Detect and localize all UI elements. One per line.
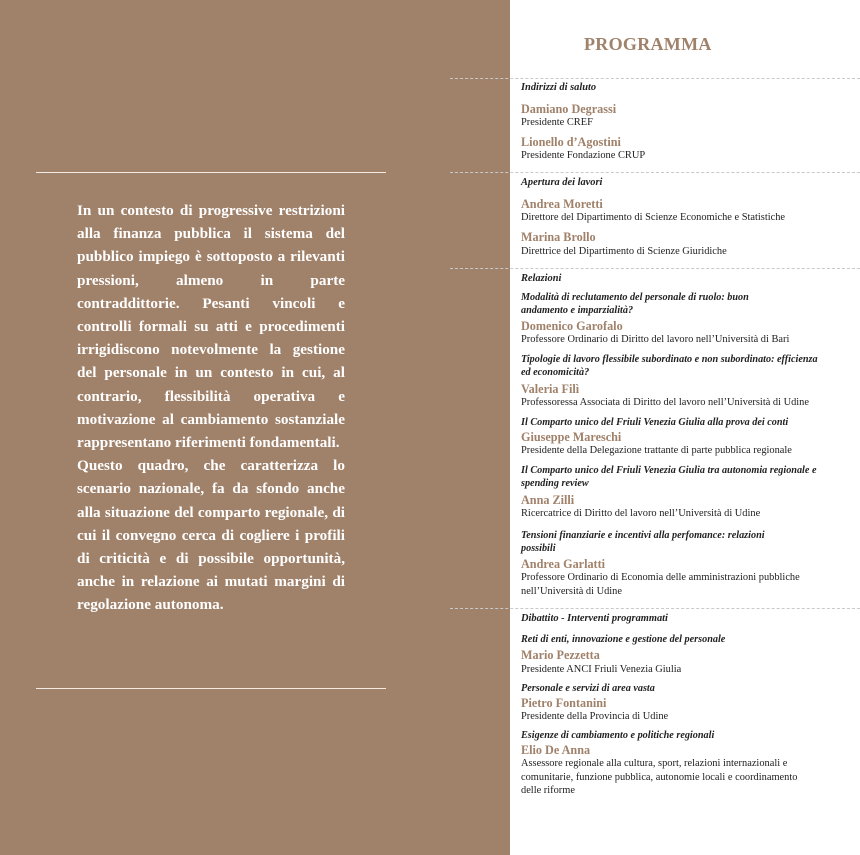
speaker-name: Mario Pezzetta (521, 648, 600, 662)
intro-text (77, 199, 345, 617)
intro-paragraph-2: Questo quadro, che caratterizza lo scenario nazionale, fa da sfondo anche alla situazione del comparto regionale, di cui il convegno cerca di cogliere i profili di criticità e di possibile opportunità, anche in relazione ai mutati margini di regolazione autonoma. (77, 457, 345, 614)
speaker-name: Andrea Moretti (521, 197, 603, 211)
program-title: PROGRAMMA (584, 34, 712, 54)
session-label: Dibattito - Interventi programmati (521, 613, 668, 624)
speaker-role: Ricercatrice di Diritto del lavoro nell’Università di Udine (521, 508, 761, 519)
session-label: Relazioni (521, 273, 562, 284)
speaker-name: Andrea Garlatti (521, 557, 606, 571)
talk-topic: Il Comparto unico del Friuli Venezia Giulia alla prova dei conti (521, 417, 789, 428)
speaker-role: Presidente CREF (521, 117, 593, 128)
speaker-name: Marina Brollo (521, 230, 596, 244)
speaker-name: Valeria Filì (521, 382, 580, 396)
speaker-name: Pietro Fontanini (521, 696, 607, 710)
talk-topic: Esigenze di cambiamento e politiche regionali (521, 730, 715, 741)
session-label: Apertura dei lavori (521, 177, 603, 188)
speaker-name: Domenico Garofalo (521, 319, 623, 333)
session-divider (450, 608, 860, 609)
speaker-role: Direttrice del Dipartimento di Scienze Giuridiche (521, 246, 727, 257)
talk-topic: Tensioni finanziarie e incentivi alla perfomance: relazioni possibili (521, 530, 765, 554)
speaker-role: Presidente della Delegazione trattante di parte pubblica regionale (521, 445, 792, 456)
session-divider (450, 268, 860, 269)
speaker-role: Professore Ordinario di Economia delle amministrazioni pubbliche nell’Università di Udine (521, 572, 800, 597)
session-time: Ore 16.15 (455, 613, 498, 624)
session-time: Ore 14.15 (455, 177, 498, 188)
session-time: Ore 14.30 (455, 273, 498, 284)
divider-top (36, 172, 386, 173)
speaker-role: Presidente della Provincia di Udine (521, 711, 669, 722)
session-divider (450, 78, 860, 79)
speaker-name: Lionello d’Agostini (521, 135, 621, 149)
intro-paragraph-1: In un contesto di progressive restrizioni alla finanza pubblica il sistema del pubblico impiego è sottoposto a rilevanti pressioni, almeno in parte contraddittorie. Pesanti vincoli e controlli formali su atti e procedimenti irrigidiscono notevolmente la gestione del personale in un contesto in cui, al contrario, flessibilità operativa e motivazione al cambiamento sostanziale rappresentano riferimenti fondamentali. (77, 202, 345, 452)
talk-topic: Modalità di reclutamento del personale di ruolo: buon andamento e imparzialità? (521, 292, 749, 316)
session-divider (450, 172, 860, 173)
talk-topic: Reti di enti, innovazione e gestione del personale (521, 634, 726, 645)
session-time: Ore 14.00 (455, 82, 498, 93)
speaker-name: Elio De Anna (521, 743, 591, 757)
talk-topic: Il Comparto unico del Friuli Venezia Giulia tra autonomia regionale e spending review (521, 465, 817, 489)
speaker-role: Direttore del Dipartimento di Scienze Economiche e Statistiche (521, 212, 786, 223)
speaker-role: Professore Ordinario di Diritto del lavoro nell’Università di Bari (521, 334, 790, 345)
talk-topic: Tipologie di lavoro flessibile subordinato e non subordinato: efficienza ed economicità? (521, 354, 818, 378)
speaker-name: Giuseppe Mareschi (521, 430, 622, 444)
speaker-name: Damiano Degrassi (521, 102, 617, 116)
speaker-role: Presidente ANCI Friuli Venezia Giulia (521, 664, 682, 675)
talk-topic: Personale e servizi di area vasta (521, 683, 655, 694)
session-label: Indirizzi di saluto (521, 82, 597, 93)
divider-bottom (36, 688, 386, 689)
speaker-role: Presidente Fondazione CRUP (521, 150, 646, 161)
speaker-role: Professoressa Associata di Diritto del lavoro nell’Università di Udine (521, 397, 809, 408)
speaker-role: Assessore regionale alla cultura, sport, relazioni internazionali e comunitarie, funzione pubblica, autonomie locali e coordinamento delle riforme (521, 758, 798, 797)
speaker-name: Anna Zilli (521, 493, 575, 507)
